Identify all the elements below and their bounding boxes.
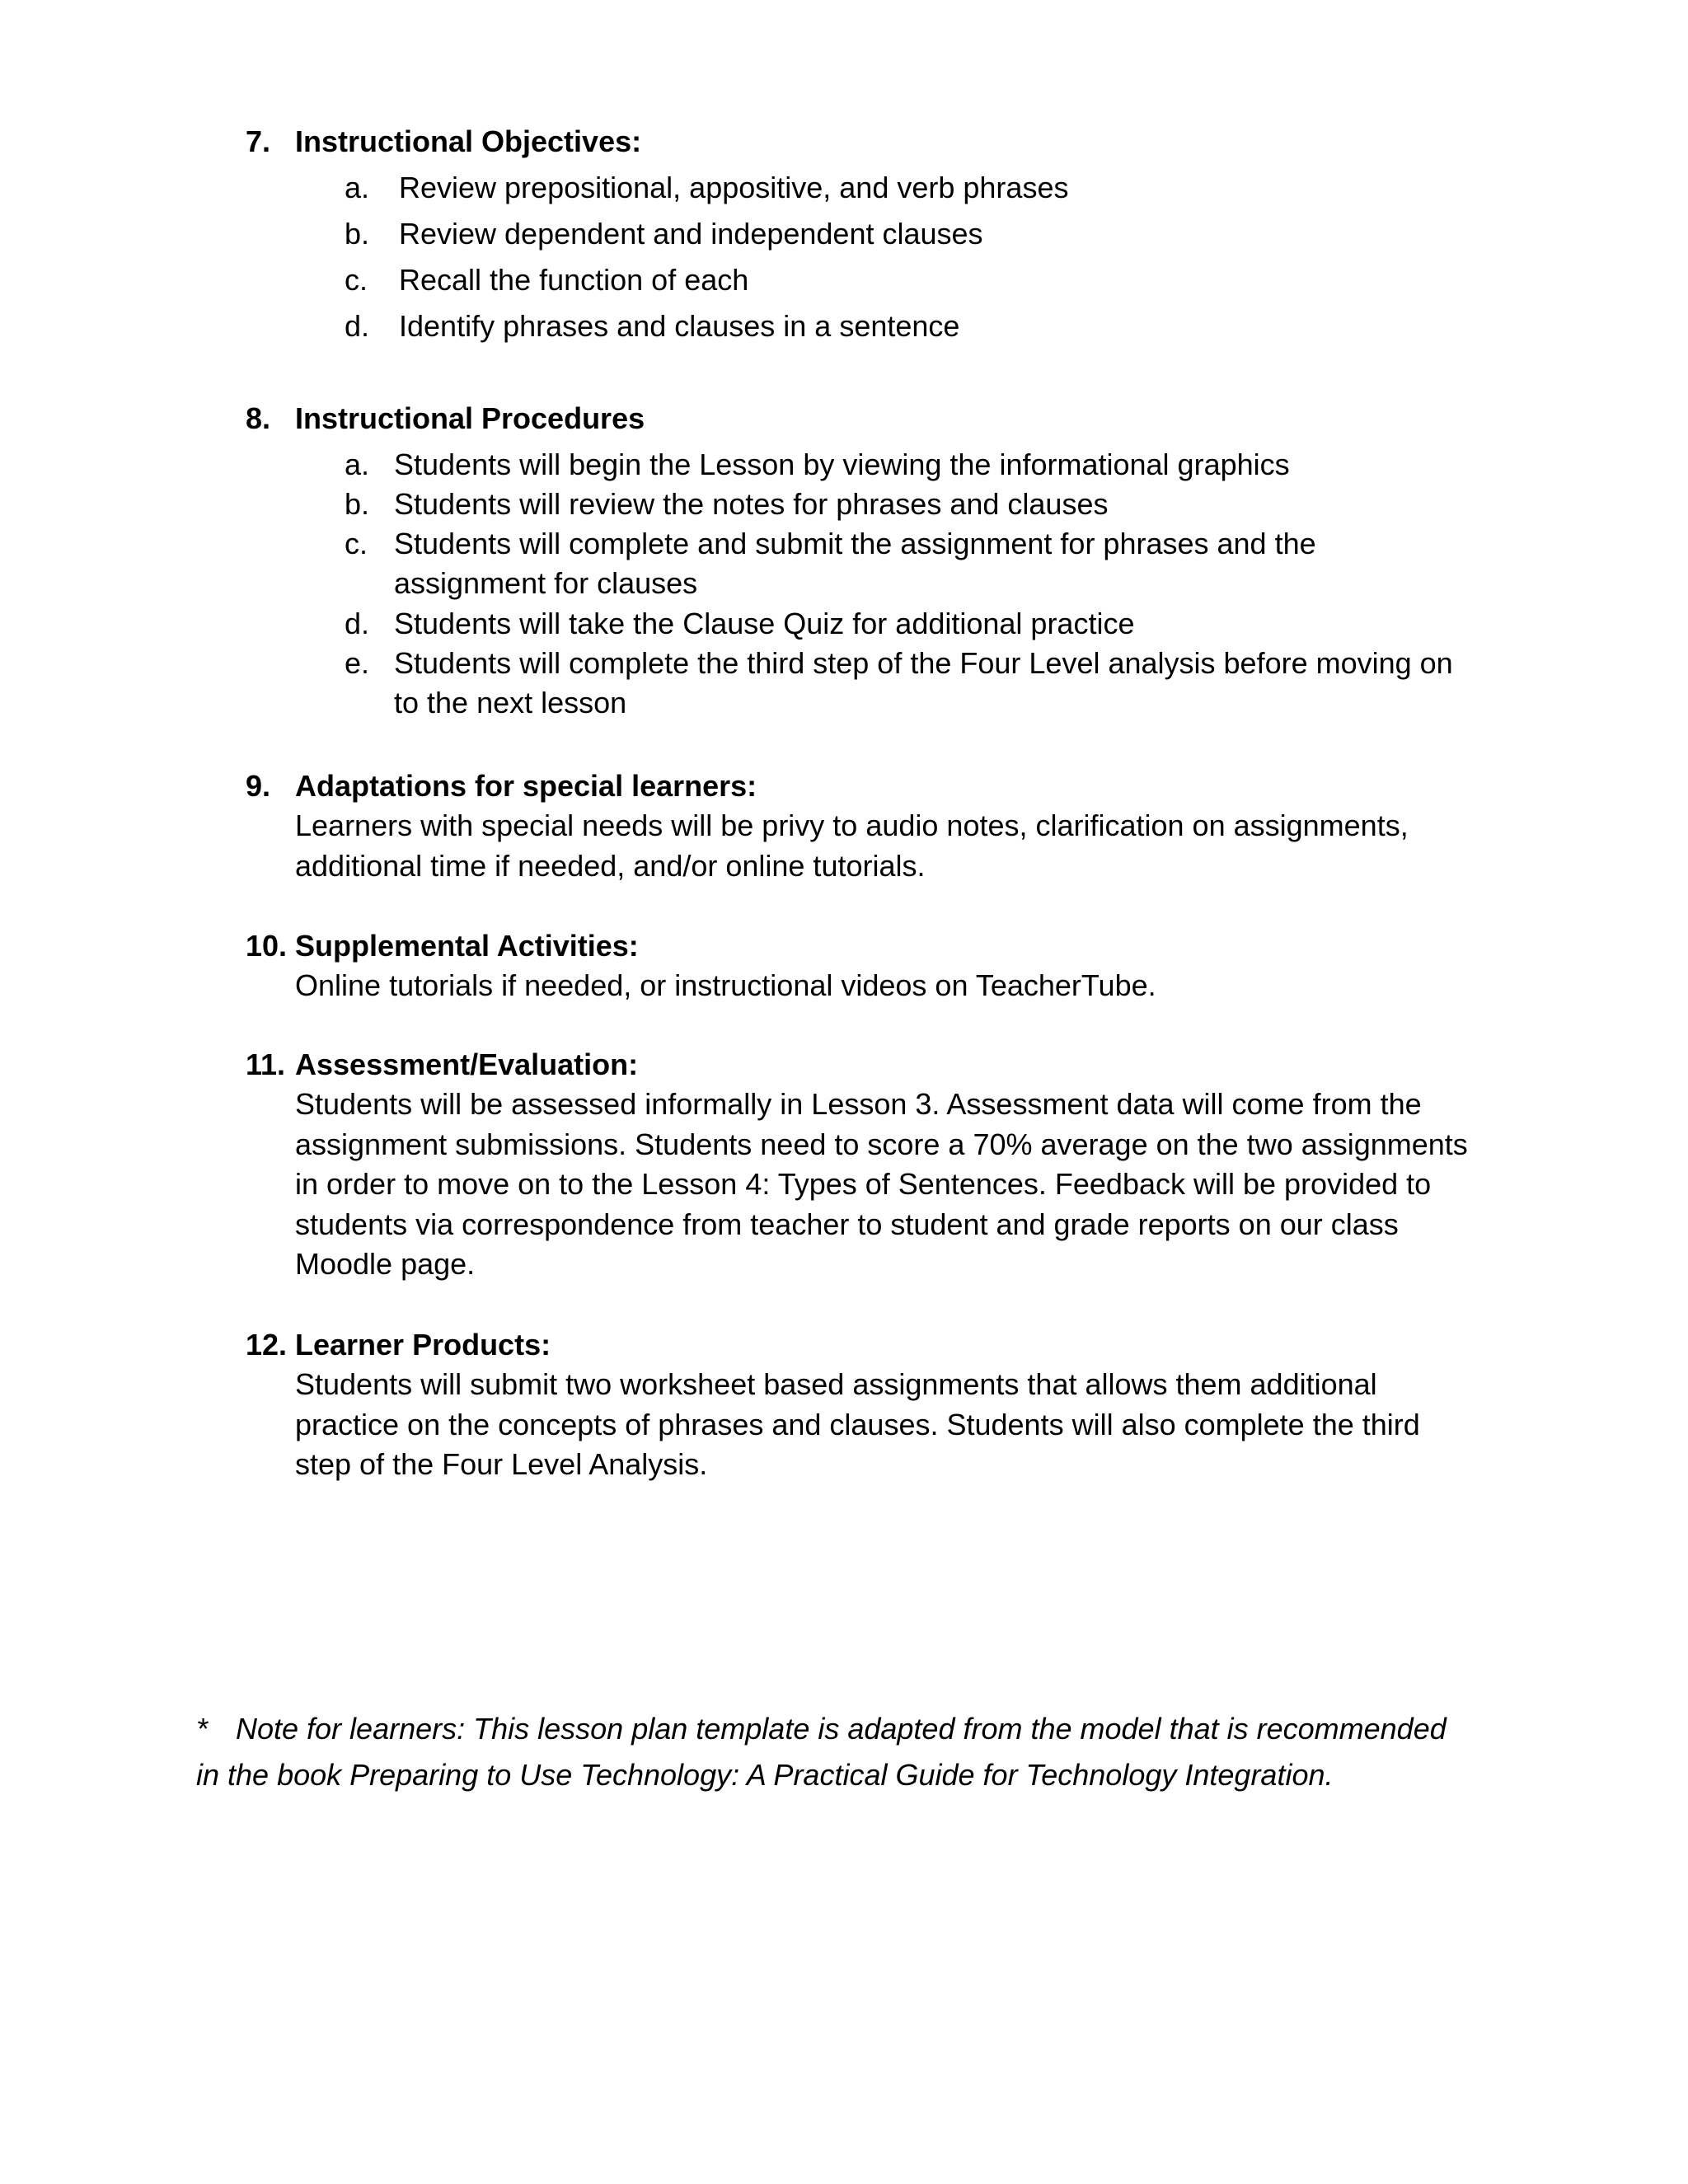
section-10-title: Supplemental Activities: (295, 929, 639, 963)
section-9-number: 9. (246, 769, 271, 803)
procedure-text-d: Students will take the Clause Quiz for additional practice (394, 607, 1135, 640)
footnote (196, 1706, 1515, 1798)
objective-letter-b: b. (345, 217, 370, 251)
section-11-heading (246, 1045, 638, 1085)
section-12-title: Learner Products: (295, 1328, 551, 1361)
section-12-line-2: practice on the concepts of phrases and clauses. Students will also complete the third (295, 1407, 1420, 1441)
section-11-line-5: Moodle page. (295, 1247, 476, 1281)
section-11-number: 11. (246, 1047, 286, 1081)
procedure-text-b: Students will review the notes for phrases and clauses (394, 487, 1109, 521)
objective-letter-a: a. (345, 171, 370, 204)
objective-text-a: Review prepositional, appositive, and verb phrases (399, 171, 1069, 204)
footnote-line-2: in the book Preparing to Use Technology: A Practical Guide for Technology Integration. (196, 1758, 1334, 1792)
procedure-letter-b: b. (345, 487, 370, 521)
procedure-text-c-line-1: Students will complete and submit the assignment for phrases and the (394, 527, 1316, 560)
section-8-title: Instructional Procedures (295, 401, 645, 435)
section-7-number: 7. (246, 124, 271, 158)
procedure-text-e-line-1: Students will complete the third step of the Four Level analysis before moving on (394, 646, 1453, 680)
section-10-line-1: Online tutorials if needed, or instructional videos on TeacherTube. (295, 968, 1156, 1002)
procedure-text-e-line-2: to the next lesson (394, 686, 627, 719)
procedure-letter-e: e. (345, 646, 370, 680)
section-11-line-2: assignment submissions. Students need to score a 70% average on the two assignments (295, 1127, 1468, 1161)
section-11-body (295, 1085, 1498, 1285)
section-10-body (295, 966, 1498, 1006)
section-11-line-1: Students will be assessed informally in Lesson 3. Assessment data will come from the (295, 1087, 1422, 1121)
section-12-number: 12. (246, 1328, 288, 1361)
section-12-heading (246, 1325, 551, 1365)
section-8-number: 8. (246, 401, 271, 435)
section-11-line-4: students via correspondence from teacher to student and grade reports on our class (295, 1207, 1399, 1241)
section-12-body (295, 1365, 1498, 1485)
objective-text-b: Review dependent and independent clauses (399, 217, 983, 251)
section-8-heading (246, 399, 645, 438)
objective-letter-c: c. (345, 263, 368, 297)
objective-letter-d: d. (345, 309, 370, 343)
procedure-letter-c: c. (345, 527, 368, 560)
section-10-heading (246, 926, 639, 966)
section-9-body (295, 806, 1498, 886)
procedure-text-a: Students will begin the Lesson by viewing the informational graphics (394, 448, 1290, 481)
section-11-line-3: in order to move on to the Lesson 4: Types of Sentences. Feedback will be provided to (295, 1167, 1432, 1201)
section-7-heading (246, 122, 641, 162)
section-9-heading (246, 766, 757, 806)
section-7-title: Instructional Objectives: (295, 124, 642, 158)
procedure-letter-a: a. (345, 448, 370, 481)
footnote-star: * (196, 1712, 209, 1746)
footnote-line-1 (196, 1706, 1515, 1752)
objective-text-d: Identify phrases and clauses in a sentence (399, 309, 960, 343)
section-11-title: Assessment/Evaluation: (295, 1047, 639, 1081)
section-12-line-1: Students will submit two worksheet based assignments that allows them additional (295, 1367, 1377, 1401)
footnote-text-1: Note for learners: This lesson plan template is adapted from the model that is recommended (236, 1712, 1447, 1746)
section-10-number: 10. (246, 929, 288, 963)
section-9-line-1: Learners with special needs will be privy to audio notes, clarification on assignments, (295, 808, 1409, 842)
section-9-line-2: additional time if needed, and/or online tutorials. (295, 848, 926, 883)
objective-text-c: Recall the function of each (399, 263, 749, 297)
procedure-text-c-line-2: assignment for clauses (394, 566, 698, 600)
procedure-letter-d: d. (345, 607, 370, 640)
section-12-line-3: step of the Four Level Analysis. (295, 1447, 708, 1481)
section-9-title: Adaptations for special learners: (295, 769, 757, 803)
